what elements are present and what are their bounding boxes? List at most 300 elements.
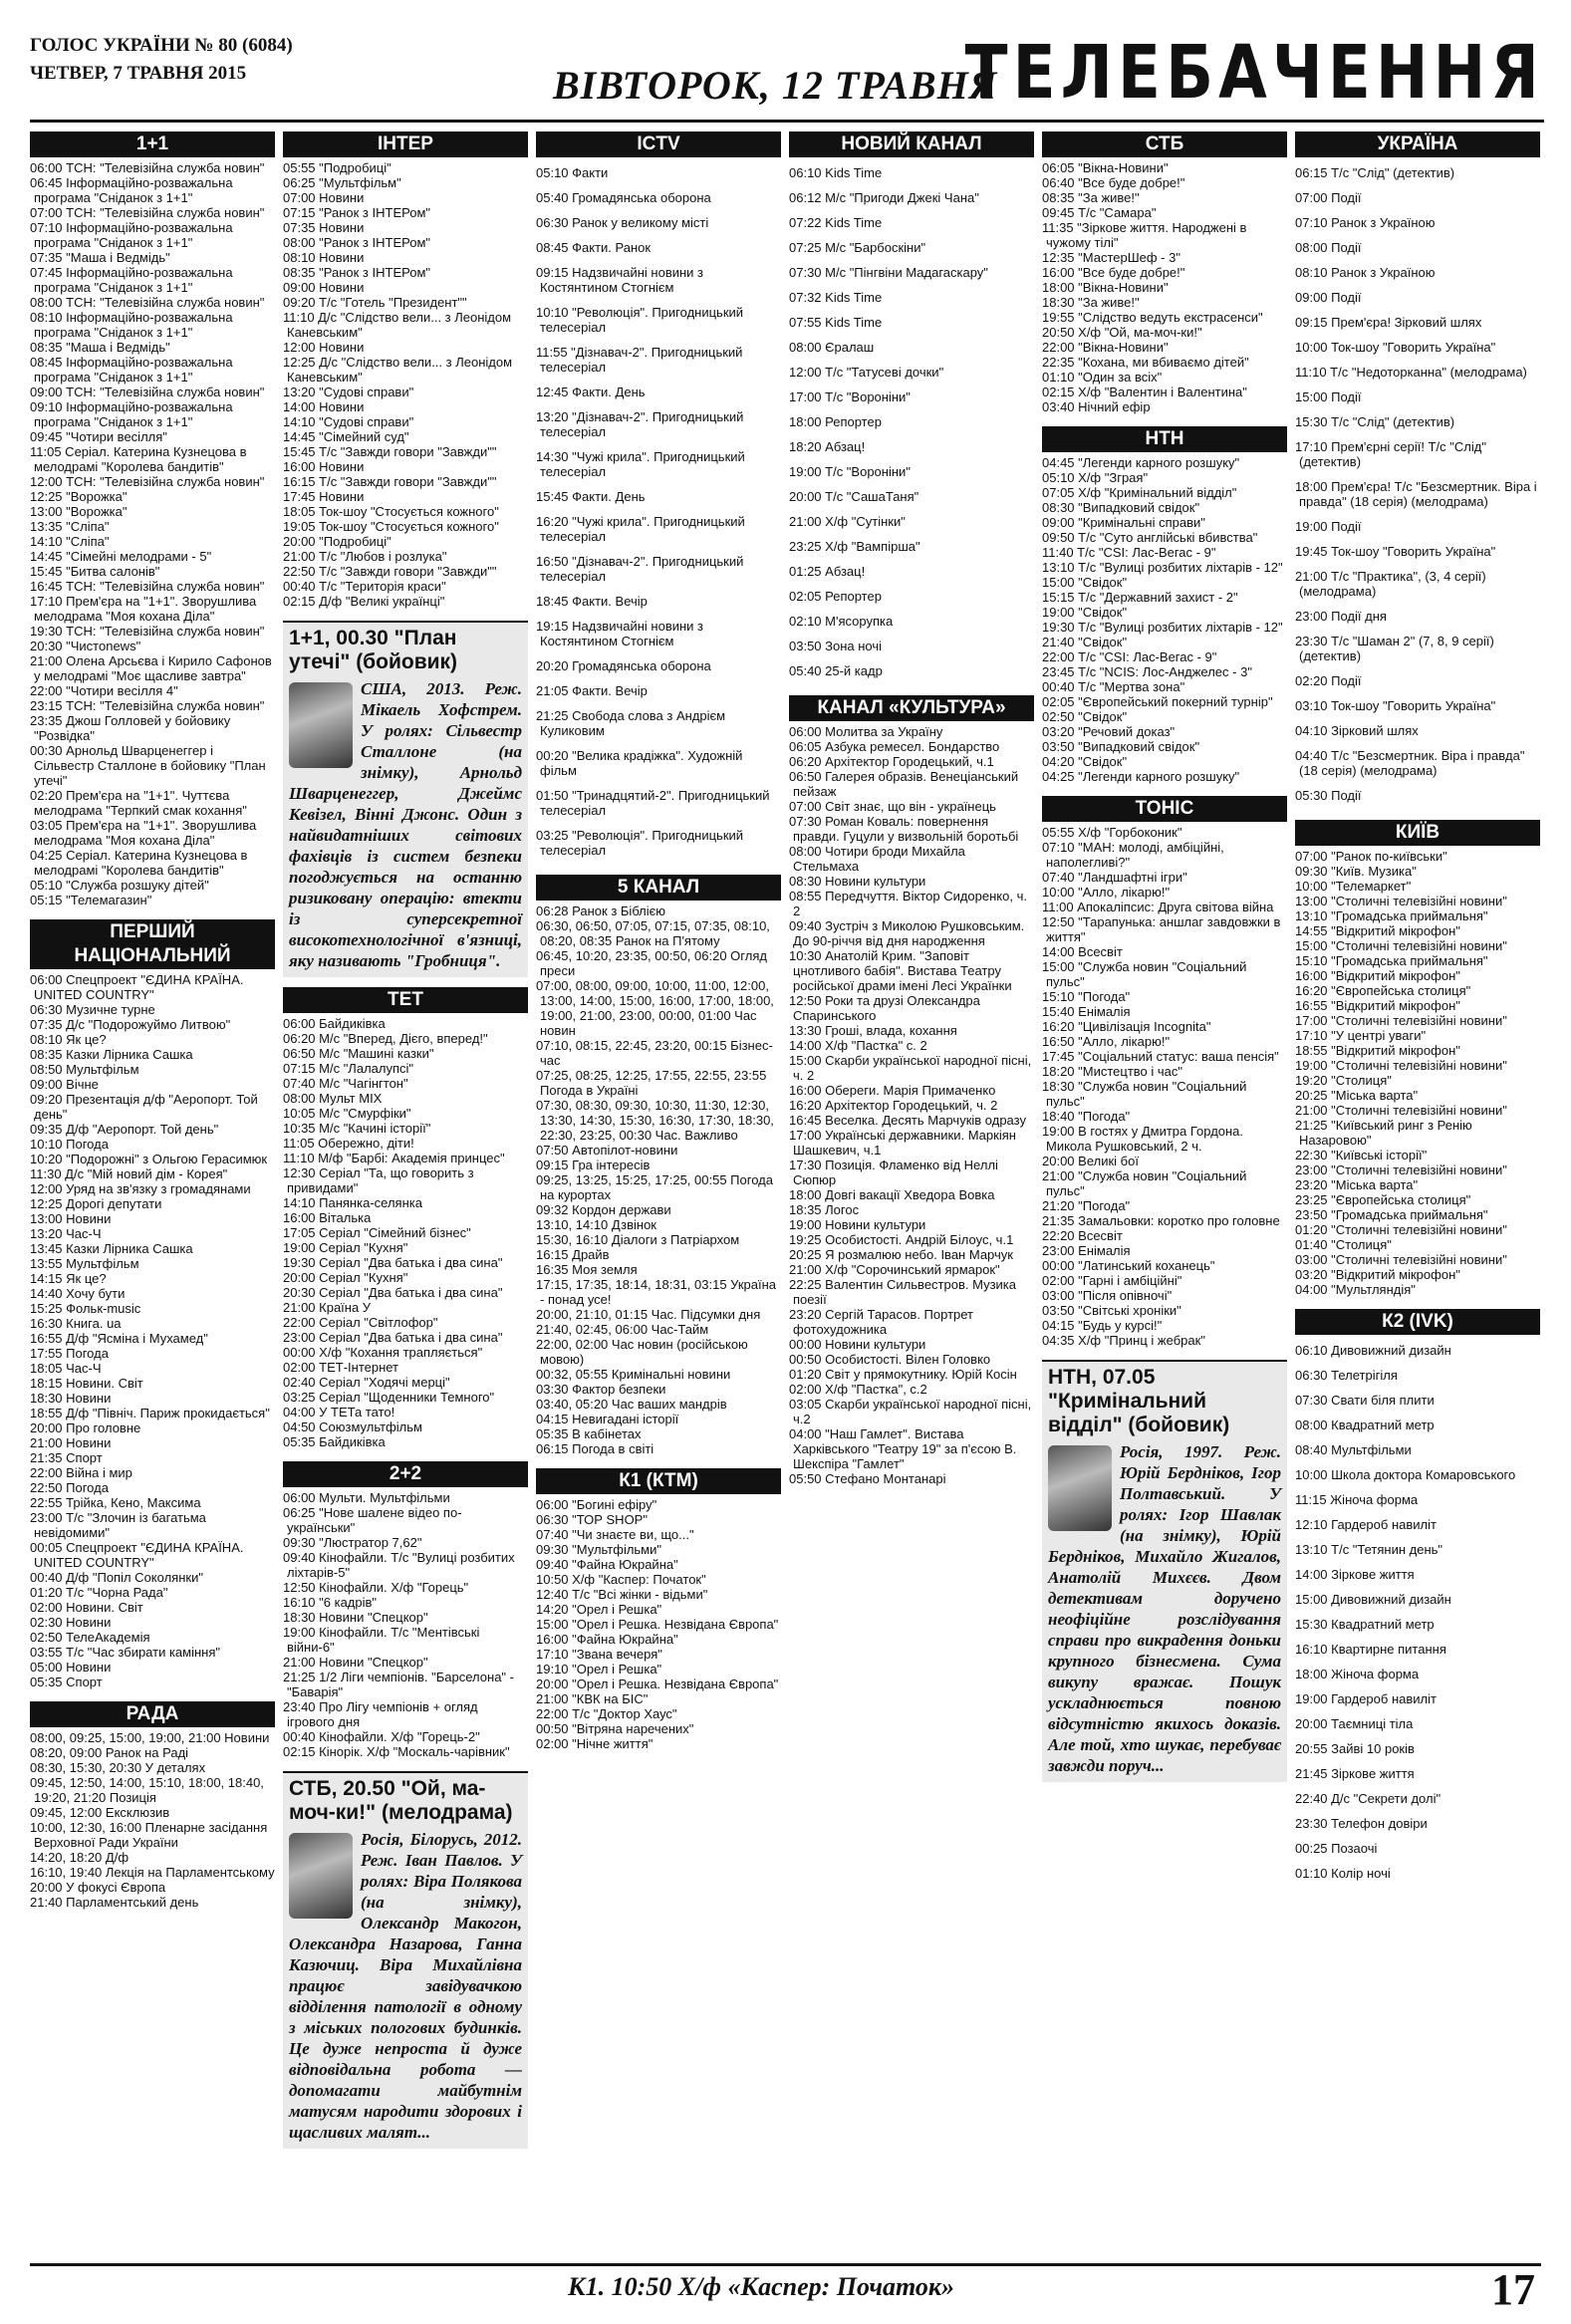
program-entry: 06:00 Мульти. Мультфільми [283,1490,450,1505]
program-entry: 11:40 Т/с "CSI: Лас-Вегас - 9" [1042,545,1216,560]
program-entry: 15:45 Т/с "Завжди говори "Завжди"" [283,444,497,459]
program-entry: 08:30 "Випадковий свідок" [1042,500,1200,515]
program-entry: 20:00, 21:10, 01:15 Час. Підсумки дня [536,1307,761,1322]
program-entry: 15:30 Квадратний метр [1295,1617,1435,1632]
program-entry: 17:00 Т/с "Вороніни" [789,389,911,404]
program-entry: 08:00, 09:25, 15:00, 19:00, 21:00 Новини [30,1730,270,1745]
program-entry: 09:00 "Кримінальні справи" [1042,515,1205,530]
program-entry: 07:00 ТСН: "Телевізійна служба новин" [30,205,265,220]
program-entry: 08:35 "Ранок з ІНТЕРом" [283,265,431,280]
program-entry: 21:25 "Київський ринг з Ренію Назаровою" [1295,1118,1472,1148]
program-entry: 04:00 "Наш Гамлет". Вистава Харківського "Театру 19" за п'єсою В. Шекспіра "Гамлет" [789,1426,1017,1471]
program-entry: 04:45 "Легенди карного розшуку" [1042,455,1240,470]
program-entry: 19:25 Особистості. Андрій Білоус, ч.1 [789,1232,1014,1247]
program-entry: 08:00 Чотири броди Михайла Стельмаха [789,844,965,874]
program-entry: 17:05 Серіал "Сімейний бізнес" [283,1225,471,1240]
program-entry: 23:25 "Європейська столиця" [1295,1192,1471,1207]
program-entry: 22:20 Всесвіт [1042,1228,1123,1243]
program-entry: 21:40 "Свідок" [1042,635,1128,649]
program-entry: 06:00 "Богині ефіру" [536,1497,657,1512]
channel-block [536,131,781,863]
movie-feature [283,621,528,977]
program-entry: 07:45 Інформаційно-розважальна програма "Сніданок з 1+1" [30,265,233,295]
program-entry: 19:00 Серіал "Кухня" [283,1240,408,1255]
program-entry: 15:15 Т/с "Державний захист - 2" [1042,590,1238,605]
program-entry: 12:25 "Ворожка" [30,489,128,504]
program-entry: 03:40, 05:20 Час ваших мандрів [536,1397,727,1412]
program-entry: 16:00 "Файна Юкрайна" [536,1632,678,1647]
channel-header: ICTV [536,131,781,157]
program-entry: 12:00 Уряд на зв'язку з громадянами [30,1181,251,1196]
program-entry: 18:55 "Відкритий мікрофон" [1295,1043,1460,1058]
channel-header: НОВИЙ КАНАЛ [789,131,1034,157]
program-entry: 18:15 Новини. Світ [30,1376,143,1391]
channel-header: 2+2 [283,1461,528,1487]
program-entry: 05:55 Х/ф "Горбоконик" [1042,825,1182,840]
program-entry: 18:00 "Вікна-Новини" [1042,280,1169,295]
program-entry: 05:30 Події [1295,788,1362,803]
program-entry: 08:10 Як це? [30,1032,107,1047]
program-entry: 15:00 Дивовижний дизайн [1295,1592,1451,1607]
program-entry: 09:00 Події [1295,290,1362,305]
channel-block [283,987,528,1449]
program-entry: 06:15 Погода в світі [536,1441,655,1456]
program-entry: 11:05 Серіал. Катерина Кузнецова в мелодрамі "Королева бандитів" [30,444,247,474]
program-entry: 05:55 "Подробиці" [283,160,392,175]
program-entry: 21:00 Х/ф "Сутінки" [789,514,906,529]
program-entry: 10:00 "Алло, лікарю!" [1042,885,1171,900]
program-entry: 09:15 Надзвичайні новини з Костянтином Стогнієм [536,265,704,295]
program-entry: 12:50 Кінофайли. Х/ф "Горець" [283,1580,469,1595]
footer-promo: К1. 10:50 Х/ф «Каспер: Початок» [568,2272,955,2301]
program-entry: 23:00 Серіал "Два батька і два сина" [283,1330,503,1345]
program-entry: 01:10 Колір ночі [1295,1866,1391,1881]
program-entry: 08:00 Єралаш [789,340,875,355]
channel-header: НТН [1042,426,1287,452]
program-entry: 06:50 М/с "Машині казки" [283,1046,434,1061]
program-entry: 22:00 "Чотири весілля 4" [30,683,178,698]
program-entry: 03:25 "Революція". Пригодницький телесеріал [536,828,744,858]
program-entry: 07:35 Д/с "Подорожуймо Литвою" [30,1017,231,1032]
program-entry: 23:35 Джош Голловей у бойовику "Розвідка" [30,713,231,743]
program-entry: 00:40 Т/с "Мертва зона" [1042,679,1185,694]
program-entry: 11:05 Обережно, діти! [283,1136,414,1151]
program-entry: 19:00 Новини культури [789,1217,926,1232]
program-entry: 10:00, 12:30, 16:00 Пленарне засідання Верховної Ради України [30,1820,268,1850]
program-entry: 21:20 "Погода" [1042,1198,1131,1213]
program-entry: 16:15 Драйв [536,1247,610,1262]
program-entry: 09:15 Гра інтересів [536,1158,651,1172]
program-entry: 03:55 Т/с "Час збирати каміння" [30,1645,220,1660]
program-entry: 13:10, 14:10 Дзвінок [536,1217,656,1232]
program-entry: 00:20 "Велика крадіжка". Художній фільм [536,748,743,778]
program-entry: 06:20 Архітектор Городецький, ч.1 [789,754,994,769]
program-entry: 03:20 "Речовий доказ" [1042,724,1176,739]
program-entry: 20:00 Т/с "СашаТаня" [789,489,919,504]
schedule-column-4 [789,131,1034,1498]
program-entry: 02:50 ТелеАкадемія [30,1630,150,1645]
program-entry: 22:00 "Вікна-Новини" [1042,340,1169,355]
program-entry: 05:50 Стефано Монтанарі [789,1471,946,1486]
program-entry: 22:00 Війна і мир [30,1465,132,1480]
channel-header: УКРАЇНА [1295,131,1540,157]
program-entry: 06:50 Галерея образів. Венеціанський пейзаж [789,769,1019,799]
program-entry: 09:00 ТСН: "Телевізійна служба новин" [30,385,265,399]
program-entry: 18:55 Д/ф "Північ. Париж прокидається" [30,1406,270,1420]
program-entry: 00:05 Спецпроект "ЄДИНА КРАЇНА. UNITED COUNTRY" [30,1540,244,1570]
program-entry: 20:00 У фокусі Європа [30,1880,166,1895]
program-entry: 06:20 М/с "Вперед, Дієго, вперед!" [283,1031,488,1046]
program-entry: 07:25 М/с "Барбоскіни" [789,240,926,255]
channel-block [30,919,275,1689]
program-entry: 07:32 Kids Time [789,290,883,305]
program-entry: 14:10 "Судові справи" [283,414,414,429]
program-entry: 10:00 "Телемаркет" [1295,879,1412,894]
program-entry: 19:00 Гардероб навиліт [1295,1691,1437,1706]
program-entry: 10:00 Школа доктора Комаровського [1295,1467,1516,1482]
program-entry: 03:05 Скарби української народної пісні, ч.2 [789,1397,1032,1426]
program-entry: 00:25 Позаочі [1295,1841,1378,1856]
program-entry: 09:15 Прем'єра! Зірковий шлях [1295,315,1482,330]
program-entry: 19:00 "Свідок" [1042,605,1128,620]
program-entry: 08:10 Інформаційно-розважальна програма "Сніданок з 1+1" [30,310,233,340]
program-entry: 23:00 Т/с "Злочин із багатьма невідомими" [30,1510,206,1540]
program-entry: 08:20, 09:00 Ранок на Раді [30,1745,189,1760]
program-entry: 07:10 "МАН: молоді, амбіційні, наполегливі?" [1042,840,1224,870]
program-entry: 03:40 Нічний ефір [1042,399,1151,414]
program-entry: 00:50 "Вітряна наречених" [536,1721,694,1736]
program-entry: 19:00 Кінофайли. Т/с "Ментівські війни-6" [283,1625,480,1655]
program-entry: 04:25 Серіал. Катерина Кузнецова в мелодрамі "Королева бандитів" [30,848,248,878]
program-entry: 20:00 Серіал "Кухня" [283,1270,408,1285]
program-entry: 18:30 "Служба новин "Соціальний пульс" [1042,1079,1247,1109]
program-entry: 19:45 Ток-шоу "Говорить Україна" [1295,544,1496,559]
program-entry: 21:00 Новини [30,1435,112,1450]
program-entry: 13:10 Т/с "Вулиці розбитих ліхтарів - 12" [1042,560,1283,575]
program-entry: 07:10 Ранок з Україною [1295,215,1436,230]
program-entry: 12:35 "МастерШеф - 3" [1042,250,1180,265]
program-entry: 16:30 Книга. ua [30,1316,122,1331]
program-entry: 03:00 "Столичні телевізійні новини" [1295,1252,1507,1267]
program-entry: 12:50 "Тарапунька: аншлаг завдовжки в життя" [1042,914,1281,944]
program-entry: 08:40 Мультфільми [1295,1442,1412,1457]
program-entry: 04:00 "Мультляндія" [1295,1282,1416,1297]
channel-header: ПЕРШИЙ НАЦІОНАЛЬНИЙ [30,919,275,969]
actor-photo [289,1833,353,1919]
program-entry: 00:50 Особистості. Вілен Головко [789,1352,991,1367]
program-entry: 12:10 Гардероб навиліт [1295,1517,1437,1532]
program-entry: 07:30 М/с "Пінгвіни Мадагаскару" [789,265,988,280]
program-entry: 15:00 Події [1295,389,1362,404]
program-entry: 20:00 "Подробиці" [283,534,392,549]
program-entry: 05:15 "Телемагазин" [30,893,152,907]
program-entry: 02:00 ТЕТ-Інтернет [283,1360,399,1375]
program-entry: 22:50 Погода [30,1480,109,1495]
program-entry: 00:32, 05:55 Кримінальні новини [536,1367,731,1382]
channel-header: КАНАЛ «КУЛЬТУРА» [789,695,1034,721]
channel-block [789,131,1034,683]
program-entry: 11:10 Д/с "Слідство вели... з Леонідом Каневським" [283,310,512,340]
program-entry: 09:30 "Люстратор 7,62" [283,1535,422,1550]
program-entry: 16:10 Квартирне питання [1295,1642,1446,1657]
program-entry: 09:50 Т/с "Суто англійські вбивства" [1042,530,1258,545]
program-entry: 17:10 "Звана вечеря" [536,1647,662,1662]
program-entry: 08:00 Мульт MIX [283,1091,383,1106]
program-entry: 13:20 Час-Ч [30,1226,102,1241]
program-entry: 01:20 Світ у прямокутнику. Юрій Косін [789,1367,1017,1382]
program-entry: 15:00 "Служба новин "Соціальний пульс" [1042,959,1247,989]
program-entry: 06:05 "Вікна-Новини" [1042,160,1169,175]
channel-header: К1 (КТМ) [536,1468,781,1494]
program-entry: 09:40 Зустріч з Миколою Рушковським. До 90-річчя від дня народження [789,918,1025,948]
program-entry: 05:35 В кабінетах [536,1426,642,1441]
channel-header: СТБ [1042,131,1287,157]
program-entry: 11:35 "Зіркове життя. Народжені в чужому тілі" [1042,220,1247,250]
program-entry: 06:00 Спецпроект "ЄДИНА КРАЇНА. UNITED COUNTRY" [30,972,244,1002]
feature-title: СТБ, 20.50 "Ой, ма-моч-ки!" (мелодрама) [289,1777,513,1824]
program-entry: 19:05 Ток-шоу "Стосується кожного" [283,519,499,534]
program-entry: 17:10 "У центрі уваги" [1295,1028,1427,1043]
program-entry: 13:55 Мультфільм [30,1256,139,1271]
program-entry: 16:15 Т/с "Завжди говори "Завжди"" [283,474,497,489]
program-entry: 16:45 ТСН: "Телевізійна служба новин" [30,579,265,594]
program-entry: 13:20 "Дізнавач-2". Пригодницький телесеріал [536,409,744,439]
program-entry: 20:30 "Чистоnews" [30,639,141,653]
program-entry: 02:10 М'ясорупка [789,614,894,629]
program-entry: 23:45 Т/с "NCIS: Лос-Анджелес - 3" [1042,664,1252,679]
program-entry: 15:45 "Битва салонів" [30,564,160,579]
program-entry: 04:10 Зірковий шлях [1295,723,1419,738]
program-entry: 08:30 Новини культури [789,874,926,889]
channel-block [1295,131,1540,808]
program-entry: 14:00 Новини [283,399,365,414]
program-entry: 01:10 "Один за всіх" [1042,370,1163,385]
program-entry: 13:00 "Ворожка" [30,504,128,519]
program-entry: 05:40 Громадянська оборона [536,190,711,205]
movie-feature [283,1771,528,2149]
section-title: ТЕЛЕБАЧЕННЯ [964,30,1544,116]
program-entry: 08:35 "Маша і Ведмідь" [30,340,170,355]
program-entry: 16:55 Д/ф "Ясміна і Мухамед" [30,1331,208,1346]
program-entry: 08:35 "За живе!" [1042,190,1140,205]
program-entry: 02:00 Новини. Світ [30,1600,143,1615]
program-entry: 05:00 Новини [30,1660,112,1675]
program-entry: 07:55 Kids Time [789,315,883,330]
program-entry: 14:15 Як це? [30,1271,107,1286]
program-entry: 23:25 Х/ф "Вампірша" [789,539,920,554]
program-entry: 21:00 Т/с "Любов і розлука" [283,549,447,564]
program-entry: 16:55 "Відкритий мікрофон" [1295,998,1460,1013]
program-entry: 18:20 Абзац! [789,439,866,454]
program-entry: 04:00 У ТЕТа тато! [283,1405,395,1420]
program-entry: 13:30 Гроші, влада, кохання [789,1023,957,1038]
program-entry: 02:15 Х/ф "Валентин і Валентина" [1042,385,1247,399]
program-entry: 20:25 Я розмалюю небо. Іван Марчук [789,1247,1013,1262]
program-entry: 07:25, 08:25, 12:25, 17:55, 22:55, 23:55 Погода в Україні [536,1068,767,1098]
schedule-column-2 [283,131,528,2159]
program-entry: 00:40 Т/с "Територія краси" [283,579,446,594]
program-entry: 15:25 Фольк-music [30,1301,141,1316]
program-entry: 06:30 "ТОР SHOP" [536,1512,648,1527]
program-entry: 07:50 Автопілот-новини [536,1143,678,1158]
program-entry: 10:00 Ток-шоу "Говорить Україна" [1295,340,1496,355]
program-entry: 22:50 Т/с "Завжди говори "Завжди"" [283,564,497,579]
program-entry: 19:00 Т/с "Вороніни" [789,464,911,479]
program-entry: 22:00 Т/с "CSI: Лас-Вегас - 9" [1042,649,1217,664]
program-entry: 06:00 Байдиківка [283,1016,386,1031]
program-entry: 21:00 "Служба новин "Соціальний пульс" [1042,1168,1247,1198]
program-entry: 08:45 Інформаційно-розважальна програма "Сніданок з 1+1" [30,355,233,385]
channel-block [283,131,528,609]
masthead [30,28,1544,123]
program-entry: 08:55 Передчуття. Віктор Сидоренко, ч. 2 [789,889,1027,918]
program-entry: 06:10 Kids Time [789,165,883,180]
program-entry: 04:50 Союзмультфільм [283,1420,422,1434]
program-entry: 16:00 "Все буде добре!" [1042,265,1185,280]
program-entry: 08:00 ТСН: "Телевізійна служба новин" [30,295,265,310]
publication-title: ГОЛОС УКРАЇНИ № 80 (6084) [30,35,293,56]
program-entry: 13:45 Казки Лірника Сашка [30,1241,193,1256]
program-entry: 07:35 "Маша і Ведмідь" [30,250,170,265]
program-entry: 15:10 "Погода" [1042,989,1131,1004]
program-entry: 18:00 Репортер [789,414,882,429]
program-entry: 16:20 "Чужі крила". Пригодницький телесеріал [536,514,745,544]
program-entry: 00:30 Арнольд Шварценеггер і Сільвестр Сталлоне в бойовику "План утечі" [30,743,266,788]
program-entry: 02:40 Серіал "Ходячі мерці" [283,1375,450,1390]
program-entry: 20:55 Зайві 10 років [1295,1741,1415,1756]
program-entry: 19:00 В гостях у Дмитра Гордона. Микола Рушковський, 2 ч. [1042,1124,1244,1154]
program-entry: 06:00 Молитва за Україну [789,724,943,739]
program-entry: 13:35 "Сліпа" [30,519,110,534]
program-entry: 08:35 Казки Лірника Сашка [30,1047,193,1062]
program-entry: 19:10 "Орел і Решка" [536,1662,662,1677]
program-entry: 07:40 "Ландшафтні ігри" [1042,870,1187,885]
program-entry: 20:00 "Орел і Решка. Незвідана Європа" [536,1677,779,1691]
program-entry: 19:15 Надзвичайні новини з Костянтином Стогнієм [536,619,704,648]
program-entry: 00:40 Д/ф "Попіл Соколянки" [30,1570,203,1585]
program-entry: 07:10 Інформаційно-розважальна програма "Сніданок з 1+1" [30,220,233,250]
program-entry: 06:00 ТСН: "Телевізійна служба новин" [30,160,265,175]
program-entry: 12:25 Д/с "Слідство вели... з Леонідом Каневським" [283,355,513,385]
program-entry: 23:15 ТСН: "Телевізійна служба новин" [30,698,265,713]
program-entry: 11:15 Жіноча форма [1295,1492,1419,1507]
program-entry: 19:00 "Столичні телевізійні новини" [1295,1058,1507,1073]
channel-block [30,1701,275,1910]
program-entry: 21:40 Парламентський день [30,1895,199,1910]
program-entry: 02:00 Х/ф "Пастка", с.2 [789,1382,927,1397]
page-number: 17 [1491,2265,1535,2314]
program-entry: 07:05 Х/ф "Кримінальний відділ" [1042,485,1237,500]
program-entry: 15:00 "Орел і Решка. Незвідана Європа" [536,1617,779,1632]
program-entry: 06:45, 10:20, 23:35, 00:50, 06:20 Огляд преси [536,948,767,978]
program-entry: 16:35 Моя земля [536,1262,638,1277]
program-entry: 14:10 Панянка-селянка [283,1195,422,1210]
program-entry: 14:45 "Сімейні мелодрами - 5" [30,549,212,564]
program-entry: 20:00 Великі бої [1042,1154,1139,1168]
program-entry: 06:10 Дивовижний дизайн [1295,1343,1451,1358]
program-entry: 16:00 Віталька [283,1210,372,1225]
program-entry: 21:00 Країна У [283,1300,372,1315]
program-entry: 03:50 "Світські хроніки" [1042,1303,1181,1318]
program-entry: 11:55 "Дізнавач-2". Пригодницький телесеріал [536,345,743,375]
program-entry: 09:45, 12:50, 14:00, 15:10, 18:00, 18:40, 19:20, 21:20 Позиція [30,1775,264,1805]
program-entry: 06:12 М/с "Пригоди Джекі Чана" [789,190,979,205]
program-entry: 19:30 ТСН: "Телевізійна служба новин" [30,624,265,639]
program-entry: 21:00 Х/ф "Сорочинський ярмарок" [789,1262,1000,1277]
channel-block [536,875,781,1456]
program-entry: 07:00 "Ранок по-київськи" [1295,849,1447,864]
program-entry: 08:10 Ранок з Україною [1295,265,1436,280]
feature-text: США, 2013. Реж. Мікаель Хофстрем. У ролях: Сільвестр Сталлоне (на знімку), Арнольд Шварценеггер, Джеймс Кевізел, Вінні Джонс. Один з найвидатніших світових фахівців із систем безпеки погоджується на останню ризиковану операцію: втекти із суперсекретної високотехнологічної в'язниці, яку називають "Гробниця". [289,679,522,970]
program-entry: 09:20 Т/с "Готель "Президент"" [283,295,467,310]
program-entry: 06:25 "Нове шалене відео по-українськи" [283,1505,462,1535]
program-entry: 19:20 "Столиця" [1295,1073,1392,1088]
program-entry: 02:15 Д/ф "Великі українці" [283,594,445,609]
program-entry: 11:10 Т/с "Недоторканна" (мелодрама) [1295,365,1527,380]
schedule-column-1 [30,131,275,1922]
program-entry: 12:40 Т/с "Всі жінки - відьми" [536,1587,708,1602]
program-entry: 09:45 Т/с "Самара" [1042,205,1157,220]
program-entry: 18:30 Новини "Спецкор" [283,1610,428,1625]
program-entry: 23:30 Телефон довіри [1295,1816,1428,1831]
page-footer [30,2263,1541,2316]
program-entry: 09:35 Д/ф "Аеропорт. Той день" [30,1122,219,1137]
program-entry: 14:00 Всесвіт [1042,944,1123,959]
program-entry: 07:00 Новини [283,190,365,205]
program-entry: 23:20 Сергій Тарасов. Портрет фотохудожника [789,1307,974,1337]
program-entry: 23:50 "Громадська приймальня" [1295,1207,1488,1222]
program-entry: 13:10 "Громадська приймальня" [1295,908,1488,923]
movie-feature [1042,1360,1287,1782]
program-entry: 07:30 Роман Коваль: повернення правди. Гуцули у визвольній боротьбі [789,814,1019,844]
program-entry: 02:20 Події [1295,673,1362,688]
channel-header: РАДА [30,1701,275,1727]
channel-block [1042,131,1287,414]
program-entry: 21:25 Свобода слова з Андрієм Куликовим [536,708,726,738]
program-entry: 16:20 Архітектор Городецький, ч. 2 [789,1098,998,1113]
program-entry: 18:20 "Мистецтво і час" [1042,1064,1183,1079]
program-entry: 14:10 "Сліпа" [30,534,110,549]
actor-photo [1048,1445,1112,1531]
program-entry: 02:15 Кінорік. Х/ф "Москаль-чарівник" [283,1744,510,1759]
program-entry: 01:20 "Столичні телевізійні новини" [1295,1222,1507,1237]
program-entry: 13:20 "Судові справи" [283,385,414,399]
program-entry: 08:45 Факти. Ранок [536,240,652,255]
program-entry: 09:45 "Чотири весілля" [30,429,167,444]
program-entry: 18:30 "За живе!" [1042,295,1140,310]
program-entry: 09:45, 12:00 Ексклюзив [30,1805,170,1820]
program-entry: 21:40, 02:45, 06:00 Час-Тайм [536,1322,709,1337]
program-entry: 09:25, 13:25, 15:25, 17:25, 00:55 Погода на курортах [536,1172,773,1202]
channel-block [1042,796,1287,1348]
program-entry: 07:00, 08:00, 09:00, 10:00, 11:00, 12:00, 13:00, 14:00, 15:00, 16:00, 17:00, 18:00, 19:00, 21:00, 23:00, 00:00, 01:00 Час новин [536,978,774,1038]
feature-text: Росія, Білорусь, 2012. Реж. Іван Павлов. У ролях: Віра Полякова (на знімку), Олександр Макогон, Олександра Назарова, Ганна Казючиц. Віра Михайлівна працює завідувачкою відділення патології в одному з міських пологових будинків. Це дуже непроста й дуже відповідальна робота — допомагати майбутнім матусям народити здорових і щасливих малят... [289,1830,522,2142]
program-entry: 18:45 Факти. Вечір [536,594,648,609]
program-entry: 04:15 Невигадані історії [536,1412,679,1426]
program-entry: 03:50 "Випадковий свідок" [1042,739,1200,754]
program-entry: 20:25 "Міська варта" [1295,1088,1419,1103]
program-entry: 20:50 Х/ф "Ой, ма-моч-ки!" [1042,325,1202,340]
program-entry: 22:40 Д/с "Секрети долі" [1295,1791,1441,1806]
program-entry: 05:40 25-й кадр [789,663,883,678]
channel-header: 5 КАНАЛ [536,875,781,901]
program-entry: 09:32 Кордон держави [536,1202,671,1217]
channel-block [30,131,275,907]
program-entry: 16:10 "6 кадрів" [283,1595,378,1610]
program-entry: 07:30 Свати біля плити [1295,1393,1435,1408]
program-entry: 10:10 "Революція". Пригодницький телесеріал [536,305,744,335]
program-entry: 16:10, 19:40 Лекція на Парламентському [30,1865,275,1880]
